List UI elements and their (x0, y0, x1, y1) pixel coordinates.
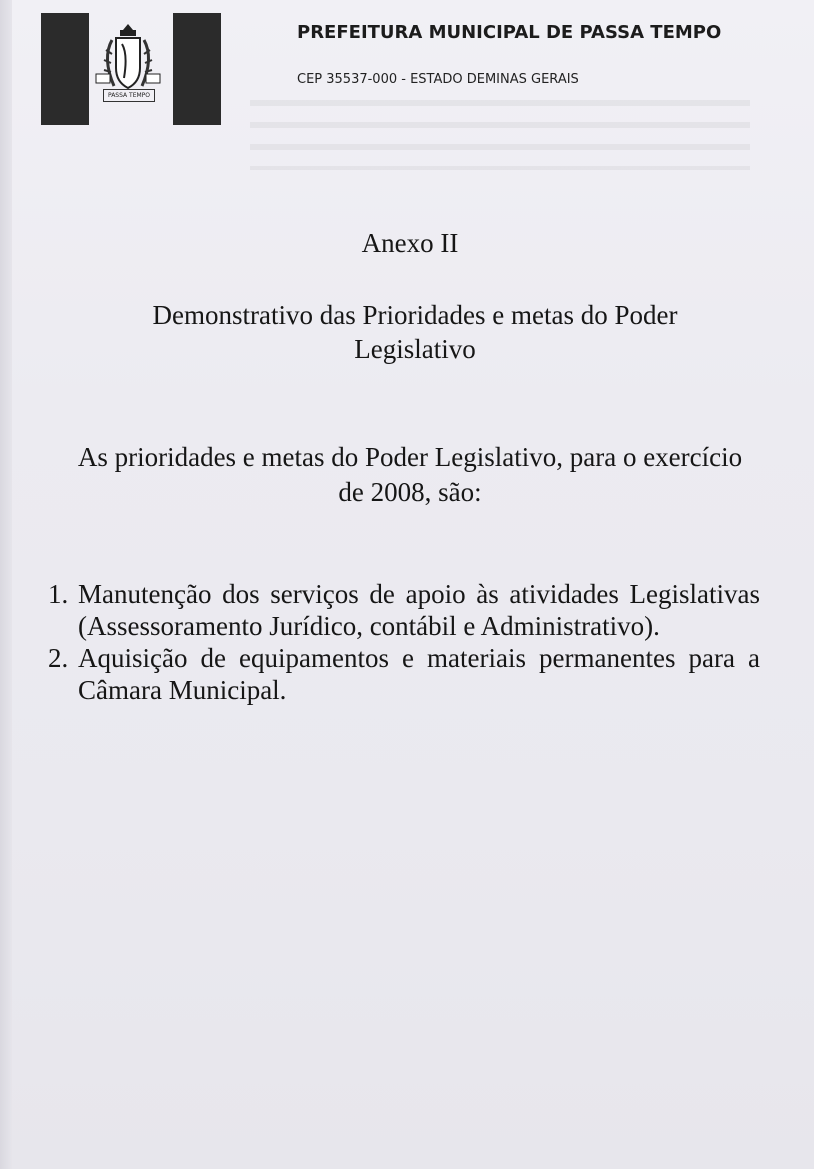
annex-subtitle: Demonstrativo das Prioridades e metas do Poder Legislativo (152, 300, 678, 364)
list-item-number: 2. (48, 643, 69, 673)
annex-title: Anexo II (361, 228, 459, 258)
list-item-number: 1. (48, 579, 69, 609)
header-bar-right (173, 13, 221, 125)
header-bar-left (41, 13, 89, 125)
priorities-list (48, 578, 760, 706)
municipality-name: PREFEITURA MUNICIPAL DE PASSA TEMPO (297, 22, 722, 43)
list-item (48, 578, 760, 642)
show-through-text (250, 100, 750, 170)
crest-banner: PASSA TEMPO (103, 89, 155, 102)
page-edge-shadow (0, 0, 12, 1169)
list-item-text: Aquisição de equipamentos e materiais permanentes para a Câmara Municipal. (78, 643, 760, 705)
intro-paragraph: As prioridades e metas do Poder Legislativo, para o exercício de 2008, são: (77, 442, 743, 507)
list-item (48, 642, 760, 706)
list-item-text: Manutenção dos serviços de apoio às atividades Legislativas (Assessoramento Jurídico, contábil e Administrativo). (78, 579, 760, 641)
municipality-address: CEP 35537-000 - ESTADO DEMINAS GERAIS (297, 72, 579, 87)
